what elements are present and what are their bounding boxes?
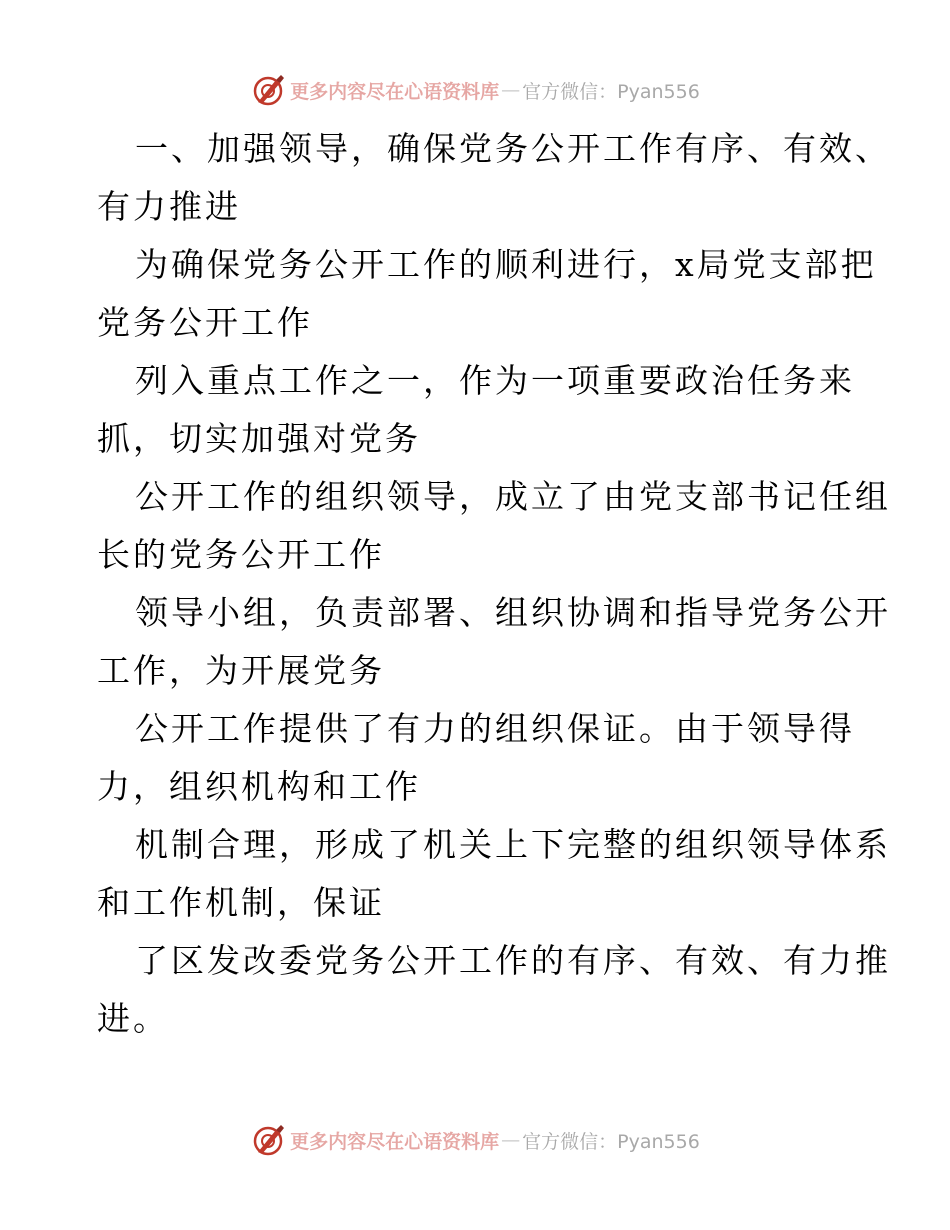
text-line: 进。: [97, 999, 169, 1038]
text-line: 机制合理，形成了机关上下完整的组织领导体系: [135, 825, 891, 864]
text-line: 一、加强领导，确保党务公开工作有序、有效、: [135, 129, 891, 168]
text-line: 工作，为开展党务: [97, 651, 385, 690]
document-body: [97, 120, 891, 1048]
watermark-header: [0, 70, 950, 110]
text-line: 长的党务公开工作: [97, 535, 385, 574]
watermark-dash: —: [501, 79, 521, 101]
watermark-wechat-text: 官方微信：Pyan556: [522, 80, 700, 103]
text-line: 了区发改委党务公开工作的有序、有效、有力推: [135, 941, 891, 980]
watermark-footer: [0, 1120, 950, 1160]
text-line: 为确保党务公开工作的顺利进行，x局党支部把: [135, 245, 877, 284]
watermark-red-text: 更多内容尽在心语资料库: [290, 80, 500, 103]
text-line: 有力推进: [97, 187, 241, 226]
watermark-dash: —: [501, 1129, 521, 1151]
text-line: 公开工作的组织领导，成立了由党支部书记任组: [135, 477, 891, 516]
watermark-red-text: 更多内容尽在心语资料库: [290, 1130, 500, 1153]
watermark-wechat-text: 官方微信：Pyan556: [522, 1130, 700, 1153]
text-line: 抓，切实加强对党务: [97, 419, 421, 458]
text-line: 党务公开工作: [97, 303, 313, 342]
text-line: 和工作机制，保证: [97, 883, 385, 922]
text-line: 公开工作提供了有力的组织保证。由于领导得: [135, 709, 855, 748]
text-line: 领导小组，负责部署、组织协调和指导党务公开: [135, 593, 891, 632]
pen-logo-icon: [250, 72, 286, 108]
text-line: 列入重点工作之一，作为一项重要政治任务来: [135, 361, 855, 400]
text-line: 力，组织机构和工作: [97, 767, 421, 806]
pen-logo-icon: [250, 1122, 286, 1158]
